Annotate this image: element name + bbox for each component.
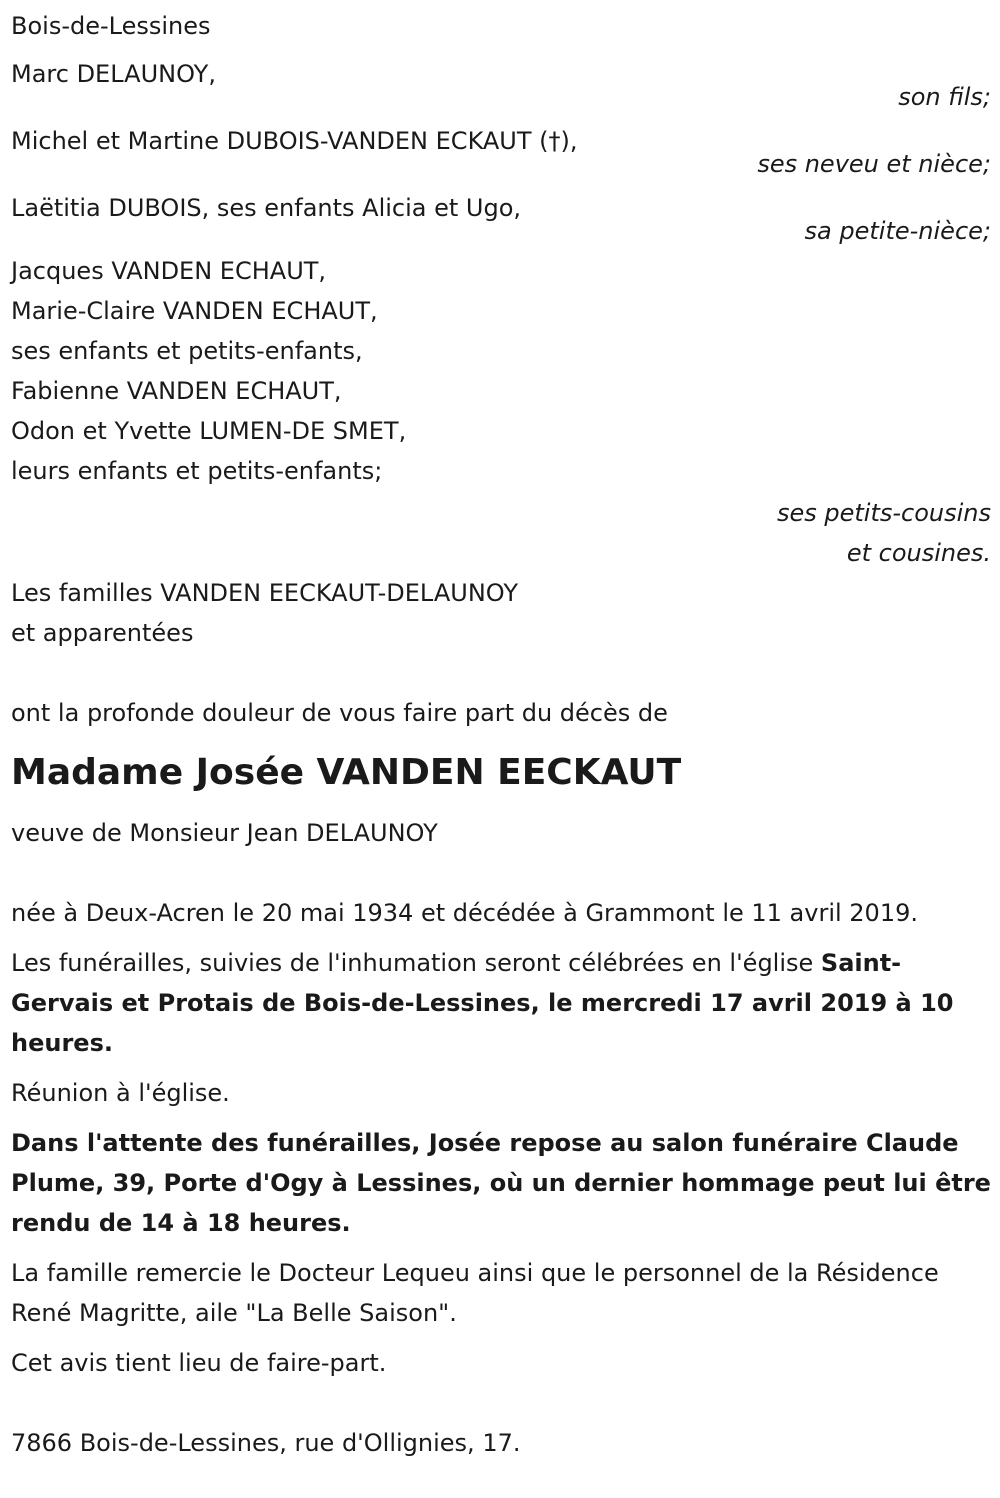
- family-relation: son fils;: [898, 83, 991, 111]
- address-text: 7866 Bois-de-Lessines, rue d'Ollignies, 17.: [11, 1429, 521, 1457]
- widow-of-text: veuve de Monsieur Jean DELAUNOY: [11, 819, 438, 847]
- family-entry-cousins: [11, 251, 991, 573]
- family-name: Laëtitia DUBOIS, ses enfants Alicia et Ugo,: [11, 194, 522, 222]
- family-relation: ses petits-cousins: [776, 499, 991, 527]
- funeral-paragraph: [11, 943, 991, 1063]
- viewing-paragraph: Dans l'attente des funérailles, Josée repose au salon funéraire Claude Plume, 39, Porte d'Ogy à Lessines, où un dernier hommage peut lui être rendu de 14 à 18 heures.: [11, 1129, 991, 1237]
- cousin-line: leurs enfants et petits-enfants;: [11, 457, 383, 485]
- meeting-text: Réunion à l'église.: [11, 1079, 230, 1107]
- family-entry-grand-niece: [11, 188, 991, 251]
- family-relation: et cousines.: [846, 539, 991, 567]
- cousin-line: Odon et Yvette LUMEN-DE SMET,: [11, 417, 407, 445]
- family-relation: ses neveu et nièce;: [757, 150, 991, 178]
- family-name: Michel et Martine DUBOIS-VANDEN ECKAUT (†),: [11, 127, 578, 155]
- cousin-line: Fabienne VANDEN ECHAUT,: [11, 377, 342, 405]
- families-line: et apparentées: [11, 619, 194, 647]
- notice-text: Cet avis tient lieu de faire-part.: [11, 1349, 387, 1377]
- family-name: Marc DELAUNOY,: [11, 60, 216, 88]
- funeral-details: Saint-Gervais et Protais de Bois-de-Lessines, le mercredi 17 avril 2019 à 10 heures.: [11, 949, 954, 1057]
- cousin-line: ses enfants et petits-enfants,: [11, 337, 363, 365]
- cousin-line: Marie-Claire VANDEN ECHAUT,: [11, 297, 378, 325]
- family-entry-nephew-niece: [11, 121, 991, 184]
- families-block: [11, 573, 991, 653]
- cousin-line: Jacques VANDEN ECHAUT,: [11, 257, 327, 285]
- funeral-intro: Les funérailles, suivies de l'inhumation seront célébrées en l'église: [11, 949, 821, 977]
- obituary-notice: [11, 6, 991, 1463]
- family-relation: sa petite-nièce;: [804, 217, 991, 245]
- deceased-name: Madame Josée VANDEN EECKAUT: [11, 752, 682, 793]
- thanks-paragraph: La famille remercie le Docteur Lequeu ainsi que le personnel de la Résidence René Magritte, aile "La Belle Saison".: [11, 1259, 939, 1327]
- families-line: Les familles VANDEN EECKAUT-DELAUNOY: [11, 579, 519, 607]
- family-entry-son: [11, 54, 991, 117]
- announcement-text: ont la profonde douleur de vous faire part du décès de: [11, 699, 668, 727]
- birth-death-text: née à Deux-Acren le 20 mai 1934 et décédée à Grammont le 11 avril 2019.: [11, 899, 918, 927]
- place-header: Bois-de-Lessines: [11, 12, 211, 40]
